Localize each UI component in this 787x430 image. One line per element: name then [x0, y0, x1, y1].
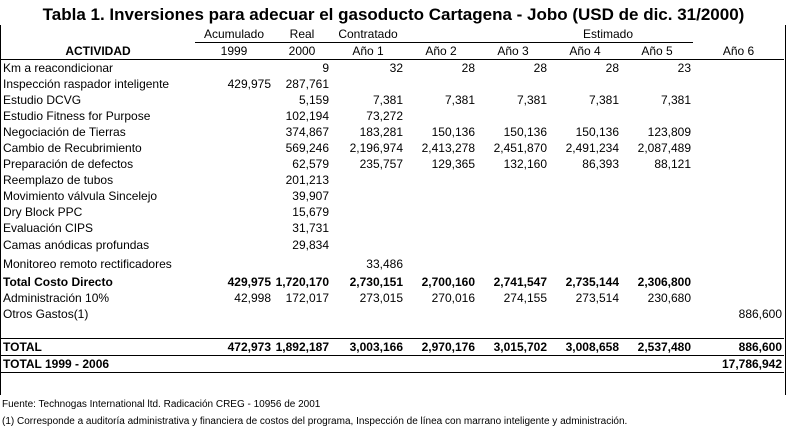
cell-value: 7,381	[372, 93, 403, 107]
cell-value	[331, 220, 405, 236]
cell-value	[549, 220, 621, 236]
cell-value	[549, 108, 621, 124]
header-col: Año 5	[621, 43, 693, 60]
total-directo-row	[1, 274, 784, 290]
cell-value: 172,017	[285, 291, 329, 305]
cell-value	[477, 204, 549, 220]
cell-value	[331, 188, 405, 204]
row-label: Km a reacondicionar	[3, 61, 114, 75]
administracion-row	[1, 290, 784, 306]
row-label: Camas anódicas profundas	[3, 238, 150, 252]
cell-value: 150,136	[503, 125, 547, 139]
header-acumulado: Acumulado	[195, 26, 273, 43]
cell-value	[405, 204, 477, 220]
cell-value: 270,016	[431, 291, 475, 305]
table-row	[1, 220, 784, 236]
cell-value: 28	[461, 61, 475, 75]
header-col: Año 4	[549, 43, 621, 60]
cell-value	[331, 236, 405, 255]
spacer-row	[1, 322, 784, 339]
cell-value	[621, 204, 693, 220]
cell-value	[621, 188, 693, 204]
cell-value	[195, 124, 273, 140]
header-col: 2000	[273, 43, 331, 60]
header-cols-row	[1, 43, 784, 60]
header-estimado: Estimado	[405, 26, 693, 43]
cell-value: 15,679	[292, 205, 329, 219]
row-label: TOTAL	[1, 339, 195, 356]
cell-value	[693, 220, 784, 236]
grand-total-label: TOTAL 1999 - 2006	[1, 356, 693, 373]
cell-value: 472,973	[195, 339, 273, 356]
table-title: Tabla 1. Inversiones para adecuar el gasoducto Cartagena - Jobo (USD de dic. 31/2000)	[42, 5, 745, 24]
cell-value: 5,159	[298, 93, 329, 107]
cell-value: 150,136	[575, 125, 619, 139]
cell-value: 1,720,170	[275, 275, 329, 289]
cell-value	[405, 236, 477, 255]
cell-value: 886,600	[693, 339, 784, 356]
cell-value	[693, 255, 784, 274]
cell-value	[693, 108, 784, 124]
cell-value: 273,514	[575, 291, 619, 305]
cell-value: 2,735,144	[565, 275, 619, 289]
cell-value: 73,272	[366, 109, 403, 123]
cell-value	[477, 188, 549, 204]
cell-value: 429,975	[227, 77, 271, 91]
header-col: 1999	[195, 43, 273, 60]
cell-value: 886,600	[738, 307, 783, 321]
cell-value	[477, 255, 549, 274]
cell-value	[621, 220, 693, 236]
cell-value: 9	[322, 61, 329, 75]
cell-value	[273, 255, 331, 274]
cell-value	[405, 108, 477, 124]
cell-value: 132,160	[503, 157, 547, 171]
cell-value	[693, 172, 784, 188]
investment-table	[1, 26, 784, 373]
cell-value	[405, 306, 477, 322]
cell-value: 2,491,234	[565, 141, 619, 155]
cell-value	[693, 236, 784, 255]
cell-value	[195, 220, 273, 236]
cell-value	[477, 172, 549, 188]
cell-value	[693, 156, 784, 172]
cell-value	[405, 188, 477, 204]
header-col: Año 6	[693, 43, 784, 60]
cell-value	[693, 274, 784, 290]
row-label: Estudio Fitness for Purpose	[3, 109, 151, 123]
cell-value: 129,365	[431, 157, 475, 171]
cell-value: 235,757	[359, 157, 403, 171]
cell-value: 2,306,800	[637, 275, 692, 289]
row-label: Evaluación CIPS	[3, 221, 94, 235]
cell-value	[549, 76, 621, 92]
cell-value	[195, 156, 273, 172]
cell-value	[405, 255, 477, 274]
cell-value	[195, 108, 273, 124]
row-label: Dry Block PPC	[3, 205, 83, 219]
cell-value	[195, 60, 273, 77]
cell-value: 39,907	[292, 189, 329, 203]
row-label: Administración 10%	[3, 291, 110, 305]
row-label: Movimiento válvula Sincelejo	[3, 189, 158, 203]
cell-value: 31,731	[292, 221, 329, 235]
header-col: Año 3	[477, 43, 549, 60]
header-actividad: ACTIVIDAD	[1, 43, 195, 60]
cell-value: 2,451,870	[493, 141, 547, 155]
cell-value	[621, 236, 693, 255]
table-row	[1, 108, 784, 124]
cell-value: 569,246	[285, 141, 329, 155]
table-row	[1, 92, 784, 108]
cell-value: 88,121	[654, 157, 692, 171]
cell-value	[405, 220, 477, 236]
row-label: Total Costo Directo	[3, 275, 113, 289]
table-row	[1, 124, 784, 140]
cell-value: 62,579	[292, 157, 329, 171]
cell-value	[549, 172, 621, 188]
cell-value: 28	[533, 61, 547, 75]
row-label: Reemplazo de tubos	[3, 173, 114, 187]
cell-value	[195, 306, 273, 322]
cell-value	[549, 204, 621, 220]
row-label: Otros Gastos(1)	[3, 307, 89, 321]
cell-value	[195, 204, 273, 220]
cell-value	[405, 172, 477, 188]
cell-value	[621, 76, 693, 92]
cell-value	[195, 172, 273, 188]
cell-value: 201,213	[285, 173, 329, 187]
header-contratado: Contratado	[331, 26, 405, 43]
header-col: Año 2	[405, 43, 477, 60]
cell-value: 2,970,176	[405, 339, 477, 356]
otros-gastos-row	[1, 306, 784, 322]
cell-value	[549, 188, 621, 204]
footnote: (1) Corresponde a auditoría administrativa y financiera de costos del programa, Inspección de línea con marrano inteligente y administración.	[2, 416, 628, 427]
cell-value	[549, 306, 621, 322]
table-row	[1, 60, 784, 77]
cell-value: 287,761	[285, 77, 329, 91]
cell-value	[693, 140, 784, 156]
grand-total-row	[1, 356, 784, 373]
cell-value	[195, 92, 273, 108]
table-row	[1, 156, 784, 172]
cell-value	[331, 306, 405, 322]
cell-value: 33,486	[366, 257, 403, 271]
total-row	[1, 339, 784, 356]
row-label: Monitoreo remoto rectificadores	[3, 257, 172, 271]
cell-value: 230,680	[647, 291, 692, 305]
cell-value	[195, 236, 273, 255]
cell-value	[693, 60, 784, 77]
cell-value: 29,834	[292, 238, 329, 252]
row-label: Inspección raspador inteligente	[3, 77, 170, 91]
cell-value: 3,008,658	[549, 339, 621, 356]
cell-value: 32	[389, 61, 403, 75]
cell-value	[331, 76, 405, 92]
cell-value: 7,381	[588, 93, 619, 107]
cell-value	[621, 172, 693, 188]
cell-value	[477, 236, 549, 255]
cell-value	[693, 290, 784, 306]
cell-value: 273,015	[359, 291, 403, 305]
cell-value: 274,155	[503, 291, 547, 305]
table-row	[1, 76, 784, 92]
header-real: Real	[273, 26, 331, 43]
cell-value	[693, 76, 784, 92]
cell-value: 2,741,547	[493, 275, 547, 289]
header-group-row	[1, 26, 784, 43]
cell-value: 7,381	[661, 93, 692, 107]
table-row	[1, 172, 784, 188]
cell-value: 7,381	[444, 93, 475, 107]
cell-value: 102,194	[285, 109, 329, 123]
grand-total-value: 17,786,942	[693, 356, 784, 373]
cell-value	[693, 188, 784, 204]
table-row	[1, 188, 784, 204]
cell-value: 2,730,151	[349, 275, 403, 289]
cell-value: 1,892,187	[273, 339, 331, 356]
cell-value: 374,867	[285, 125, 329, 139]
cell-value	[621, 255, 693, 274]
cell-value	[273, 306, 331, 322]
cell-value	[621, 108, 693, 124]
row-label: Estudio DCVG	[3, 93, 82, 107]
cell-value: 7,381	[516, 93, 547, 107]
table-row	[1, 140, 784, 156]
cell-value: 429,975	[227, 275, 271, 289]
cell-value	[195, 255, 273, 274]
cell-value	[477, 306, 549, 322]
cell-value: 123,809	[647, 125, 692, 139]
cell-value: 3,015,702	[477, 339, 549, 356]
cell-value	[693, 204, 784, 220]
cell-value: 23	[677, 61, 692, 75]
cell-value: 28	[605, 61, 619, 75]
cell-value	[331, 172, 405, 188]
cell-value	[477, 220, 549, 236]
cell-value: 2,413,278	[421, 141, 475, 155]
cell-value: 2,087,489	[637, 141, 692, 155]
cell-value: 183,281	[359, 125, 403, 139]
header-col: Año 1	[331, 43, 405, 60]
table-row	[1, 255, 784, 274]
cell-value	[477, 108, 549, 124]
cell-value: 86,393	[582, 157, 619, 171]
cell-value: 2,700,160	[421, 275, 475, 289]
cell-value	[477, 76, 549, 92]
source-note: Fuente: Technogas International ltd. Radicación CREG - 10956 de 2001	[2, 399, 321, 410]
cell-value	[331, 204, 405, 220]
cell-value	[405, 76, 477, 92]
cell-value	[195, 188, 273, 204]
table-row	[1, 204, 784, 220]
row-label: Negociación de Tierras	[3, 125, 126, 139]
cell-value	[621, 306, 693, 322]
cell-value	[693, 124, 784, 140]
row-label: Cambio de Recubrimiento	[3, 141, 142, 155]
row-label: Preparación de defectos	[3, 157, 134, 171]
cell-value	[195, 140, 273, 156]
table-row	[1, 236, 784, 255]
cell-value: 150,136	[431, 125, 475, 139]
cell-value: 3,003,166	[331, 339, 405, 356]
cell-value	[549, 255, 621, 274]
cell-value	[549, 236, 621, 255]
cell-value: 42,998	[234, 291, 271, 305]
cell-value: 2,537,480	[621, 339, 693, 356]
cell-value	[693, 92, 784, 108]
cell-value: 2,196,974	[349, 141, 403, 155]
